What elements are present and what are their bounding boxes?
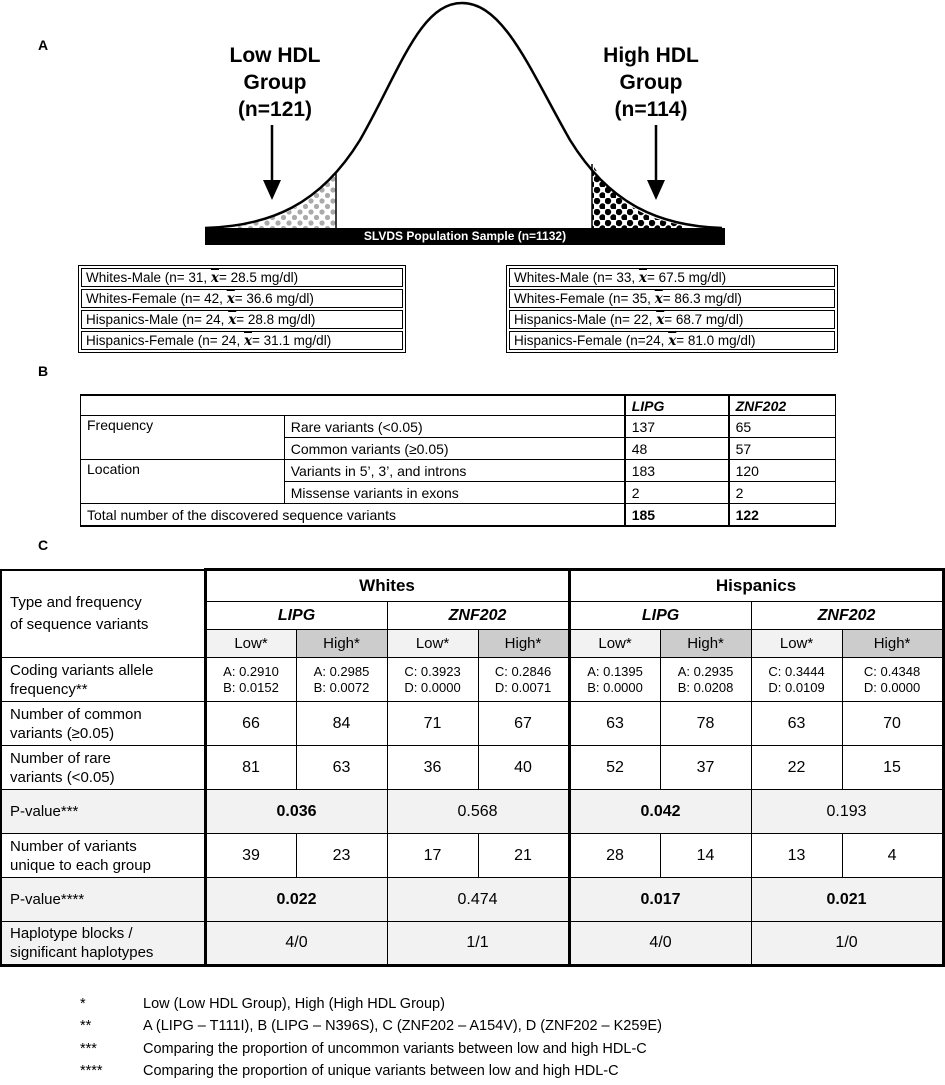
low-tail-shading <box>238 172 336 228</box>
type-label-2: of sequence variants <box>10 615 149 633</box>
gene-lipg-whites: LIPG <box>205 602 387 630</box>
allele-frequency: A: 0.2985 <box>313 663 370 679</box>
row-label-line-1: Number of variants <box>10 837 137 855</box>
allele-frequency-cell <box>296 658 387 702</box>
high-group-stats-box <box>506 265 838 353</box>
mean-symbol: $\overline{x}$ <box>228 312 237 328</box>
unique-variant-count: 13 <box>751 834 842 878</box>
rare-variants-row <box>1 746 943 790</box>
low-hdl-group-label <box>200 42 350 123</box>
total-label: Total number of the discovered sequence variants <box>81 504 625 527</box>
footnote-mark: ** <box>80 1018 92 1034</box>
stat-mean-value: = 28.5 mg/dl) <box>218 270 299 285</box>
allele-frequency-cell <box>478 658 569 702</box>
allele-frequency: B: 0.0000 <box>587 679 643 695</box>
high-group-line1: High HDL <box>603 44 699 67</box>
rare-variant-count: 36 <box>387 746 478 790</box>
pvalue-unique: 0.474 <box>387 878 569 922</box>
row-label-line-1: Coding variants allele <box>10 661 154 679</box>
row-label-line-2: frequency** <box>10 680 88 698</box>
type-label-1: Type and frequency <box>10 593 142 611</box>
lipg-value: 2 <box>625 482 729 504</box>
row-label <box>1 702 205 746</box>
panel-a-label: A <box>38 37 49 53</box>
haplotype-value: 4/0 <box>205 922 387 966</box>
high-column-header: High* <box>660 630 751 658</box>
rare-variant-count: 15 <box>842 746 943 790</box>
row-label <box>1 658 205 702</box>
lipg-value: 48 <box>625 438 729 460</box>
allele-frequency-cell <box>569 658 660 702</box>
znf202-value: 65 <box>729 416 836 438</box>
footnote-text: A (LIPG – T111I), B (LIPG – N396S), C (ZNF202 – A154V), D (ZNF202 – K259E) <box>143 1018 662 1034</box>
row-label-line-1: Number of rare <box>10 749 111 767</box>
stat-row <box>81 331 403 350</box>
common-variant-count: 63 <box>569 702 660 746</box>
pvalue-uncommon: 0.042 <box>569 790 751 834</box>
common-variants-row <box>1 702 943 746</box>
hispanics-header: Hispanics <box>569 570 943 602</box>
gene-znf202-hispanics: ZNF202 <box>751 602 943 630</box>
coding-variants-row <box>1 658 943 702</box>
stat-row <box>509 268 835 287</box>
rare-variant-count: 40 <box>478 746 569 790</box>
stat-mean-value: = 81.0 mg/dl) <box>676 333 756 348</box>
footnote-mark: * <box>80 996 86 1012</box>
row-label-line-1: Number of common <box>10 705 142 723</box>
allele-frequency: A: 0.2935 <box>677 663 734 679</box>
low-column-header: Low* <box>569 630 660 658</box>
high-group-line3: (n=114) <box>614 98 688 121</box>
stat-group: Hispanics-Male (n= 24, <box>86 312 229 327</box>
pvalue-unique: 0.017 <box>569 878 751 922</box>
type-frequency-header <box>1 570 205 658</box>
rare-variant-count: 22 <box>751 746 842 790</box>
rare-variant-count: 37 <box>660 746 751 790</box>
unique-variant-count: 21 <box>478 834 569 878</box>
mean-symbol: $\overline{x}$ <box>656 312 665 328</box>
stat-row <box>509 331 835 350</box>
common-variant-count: 67 <box>478 702 569 746</box>
footnote-text: Comparing the proportion of unique variants between low and high HDL-C <box>143 1063 619 1079</box>
footnote-mark: *** <box>80 1041 97 1057</box>
allele-frequency: B: 0.0072 <box>313 679 370 695</box>
pvalue3-row <box>1 790 943 834</box>
sequence-variant-comparison-table <box>0 568 945 967</box>
footnote-text: Comparing the proportion of uncommon variants between low and high HDL-C <box>143 1041 647 1057</box>
gene-lipg-hispanics: LIPG <box>569 602 751 630</box>
common-variant-count: 71 <box>387 702 478 746</box>
mean-symbol: $\overline{x}$ <box>654 291 663 307</box>
allele-frequency-cell <box>842 658 943 702</box>
stat-group: Hispanics-Male (n= 22, <box>514 312 657 327</box>
variant-summary-table <box>80 394 836 527</box>
unique-variant-count: 39 <box>205 834 296 878</box>
unique-variant-count: 14 <box>660 834 751 878</box>
allele-frequency: C: 0.2846 <box>494 663 552 679</box>
haplotype-row <box>1 922 943 966</box>
stat-row <box>509 310 835 329</box>
rare-variant-count: 81 <box>205 746 296 790</box>
stat-mean-value: = 68.7 mg/dl) <box>664 312 744 327</box>
table-row <box>81 416 836 438</box>
allele-frequency: C: 0.3444 <box>768 663 825 679</box>
row-label: Rare variants (<0.05) <box>284 416 624 438</box>
row-label: P-value**** <box>1 878 205 922</box>
total-znf202: 122 <box>729 504 836 527</box>
lipg-value: 183 <box>625 460 729 482</box>
allele-frequency: D: 0.0000 <box>404 679 461 695</box>
row-label-line-2: unique to each group <box>10 856 151 874</box>
row-label: Variants in 5’, 3’, and introns <box>284 460 624 482</box>
common-variant-count: 70 <box>842 702 943 746</box>
low-group-stats-box <box>78 265 406 353</box>
allele-frequency: C: 0.3923 <box>404 663 461 679</box>
row-label <box>1 746 205 790</box>
unique-variant-count: 4 <box>842 834 943 878</box>
pvalue-uncommon: 0.036 <box>205 790 387 834</box>
stat-group: Hispanics-Female (n=24, <box>514 333 669 348</box>
low-group-line2: Group <box>243 71 307 94</box>
pvalue4-row <box>1 878 943 922</box>
allele-frequency: A: 0.2910 <box>223 663 279 679</box>
unique-variant-count: 28 <box>569 834 660 878</box>
stat-row <box>81 289 403 308</box>
stat-group: Whites-Female (n= 42, <box>86 291 227 306</box>
haplotype-value: 4/0 <box>569 922 751 966</box>
footnote-text: Low (Low HDL Group), High (High HDL Group) <box>143 996 445 1012</box>
mean-symbol: $\overline{x}$ <box>210 270 219 286</box>
whites-header: Whites <box>205 570 569 602</box>
stat-mean-value: = 28.8 mg/dl) <box>236 312 316 327</box>
mean-symbol: $\overline{x}$ <box>243 333 253 349</box>
haplotype-value: 1/1 <box>387 922 569 966</box>
allele-frequency: B: 0.0208 <box>677 679 734 695</box>
row-label-line-2: significant haplotypes <box>10 944 154 961</box>
row-label-line-1: Haplotype blocks / <box>10 925 133 942</box>
total-lipg: 185 <box>625 504 729 527</box>
allele-frequency-cell <box>751 658 842 702</box>
common-variant-count: 78 <box>660 702 751 746</box>
mean-symbol: $\overline{x}$ <box>226 291 235 307</box>
pvalue-uncommon: 0.193 <box>751 790 943 834</box>
high-column-header: High* <box>296 630 387 658</box>
high-arrow-head <box>647 180 665 200</box>
allele-frequency: D: 0.0109 <box>768 679 825 695</box>
table-b-header-row <box>81 395 836 416</box>
znf202-value: 2 <box>729 482 836 504</box>
unique-variant-count: 17 <box>387 834 478 878</box>
pvalue-uncommon: 0.568 <box>387 790 569 834</box>
allele-frequency: D: 0.0071 <box>494 679 552 695</box>
common-variant-count: 63 <box>751 702 842 746</box>
panel-c-label: C <box>38 537 49 553</box>
footnote-mark: **** <box>80 1063 103 1079</box>
location-category: Location <box>81 460 285 504</box>
allele-frequency: D: 0.0000 <box>863 679 921 695</box>
table-row <box>81 460 836 482</box>
low-column-header: Low* <box>205 630 296 658</box>
unique-variant-count: 23 <box>296 834 387 878</box>
common-variant-count: 66 <box>205 702 296 746</box>
high-hdl-group-label <box>576 42 726 123</box>
znf202-value: 57 <box>729 438 836 460</box>
pvalue-unique: 0.022 <box>205 878 387 922</box>
frequency-category: Frequency <box>81 416 285 460</box>
allele-frequency-cell <box>205 658 296 702</box>
low-group-line1: Low HDL <box>229 44 321 67</box>
low-column-header: Low* <box>387 630 478 658</box>
row-label-line-2: variants (<0.05) <box>10 768 115 786</box>
stat-mean-value: = 67.5 mg/dl) <box>646 270 727 285</box>
stat-mean-value: = 31.1 mg/dl) <box>252 333 332 348</box>
allele-frequency: B: 0.0152 <box>223 679 279 695</box>
stat-group: Whites-Male (n= 31, <box>86 270 211 285</box>
allele-frequency-cell <box>660 658 751 702</box>
row-label <box>1 834 205 878</box>
pvalue-unique: 0.021 <box>751 878 943 922</box>
haplotype-value: 1/0 <box>751 922 943 966</box>
high-group-line2: Group <box>619 71 683 94</box>
low-arrow-head <box>263 180 281 200</box>
bell-curve-figure <box>0 0 945 250</box>
rare-variant-count: 52 <box>569 746 660 790</box>
row-label: Missense variants in exons <box>284 482 624 504</box>
mean-symbol: $\overline{x}$ <box>668 333 677 349</box>
panel-b-label: B <box>38 363 49 379</box>
high-tail-shading <box>592 164 682 228</box>
gene-znf202-whites: ZNF202 <box>387 602 569 630</box>
stat-group: Hispanics-Female (n= 24, <box>86 333 244 348</box>
stat-row <box>81 310 403 329</box>
stat-row <box>509 289 835 308</box>
mean-symbol: $\overline{x}$ <box>638 270 647 286</box>
group-header-row <box>1 570 943 602</box>
stat-mean-value: = 36.6 mg/dl) <box>234 291 314 306</box>
table-b-col-znf202: ZNF202 <box>729 395 836 416</box>
row-label-line-2: variants (≥0.05) <box>10 724 115 742</box>
table-b-col-lipg: LIPG <box>625 395 729 416</box>
znf202-value: 120 <box>729 460 836 482</box>
high-column-header: High* <box>478 630 569 658</box>
table-b-total-row <box>81 504 836 527</box>
population-bar-label: SLVDS Population Sample (n=1132) <box>363 229 567 243</box>
stat-group: Whites-Female (n= 35, <box>514 291 655 306</box>
common-variant-count: 84 <box>296 702 387 746</box>
high-column-header: High* <box>842 630 943 658</box>
low-column-header: Low* <box>751 630 842 658</box>
stat-row <box>81 268 403 287</box>
lipg-value: 137 <box>625 416 729 438</box>
row-label: Common variants (≥0.05) <box>284 438 624 460</box>
allele-frequency: A: 0.1395 <box>587 663 643 679</box>
stat-mean-value: = 86.3 mg/dl) <box>662 291 742 306</box>
row-label <box>1 922 205 966</box>
allele-frequency: C: 0.4348 <box>863 663 921 679</box>
allele-frequency-cell <box>387 658 478 702</box>
rare-variant-count: 63 <box>296 746 387 790</box>
row-label: P-value*** <box>1 790 205 834</box>
low-group-line3: (n=121) <box>237 98 313 121</box>
unique-variants-row <box>1 834 943 878</box>
stat-group: Whites-Male (n= 33, <box>514 270 639 285</box>
